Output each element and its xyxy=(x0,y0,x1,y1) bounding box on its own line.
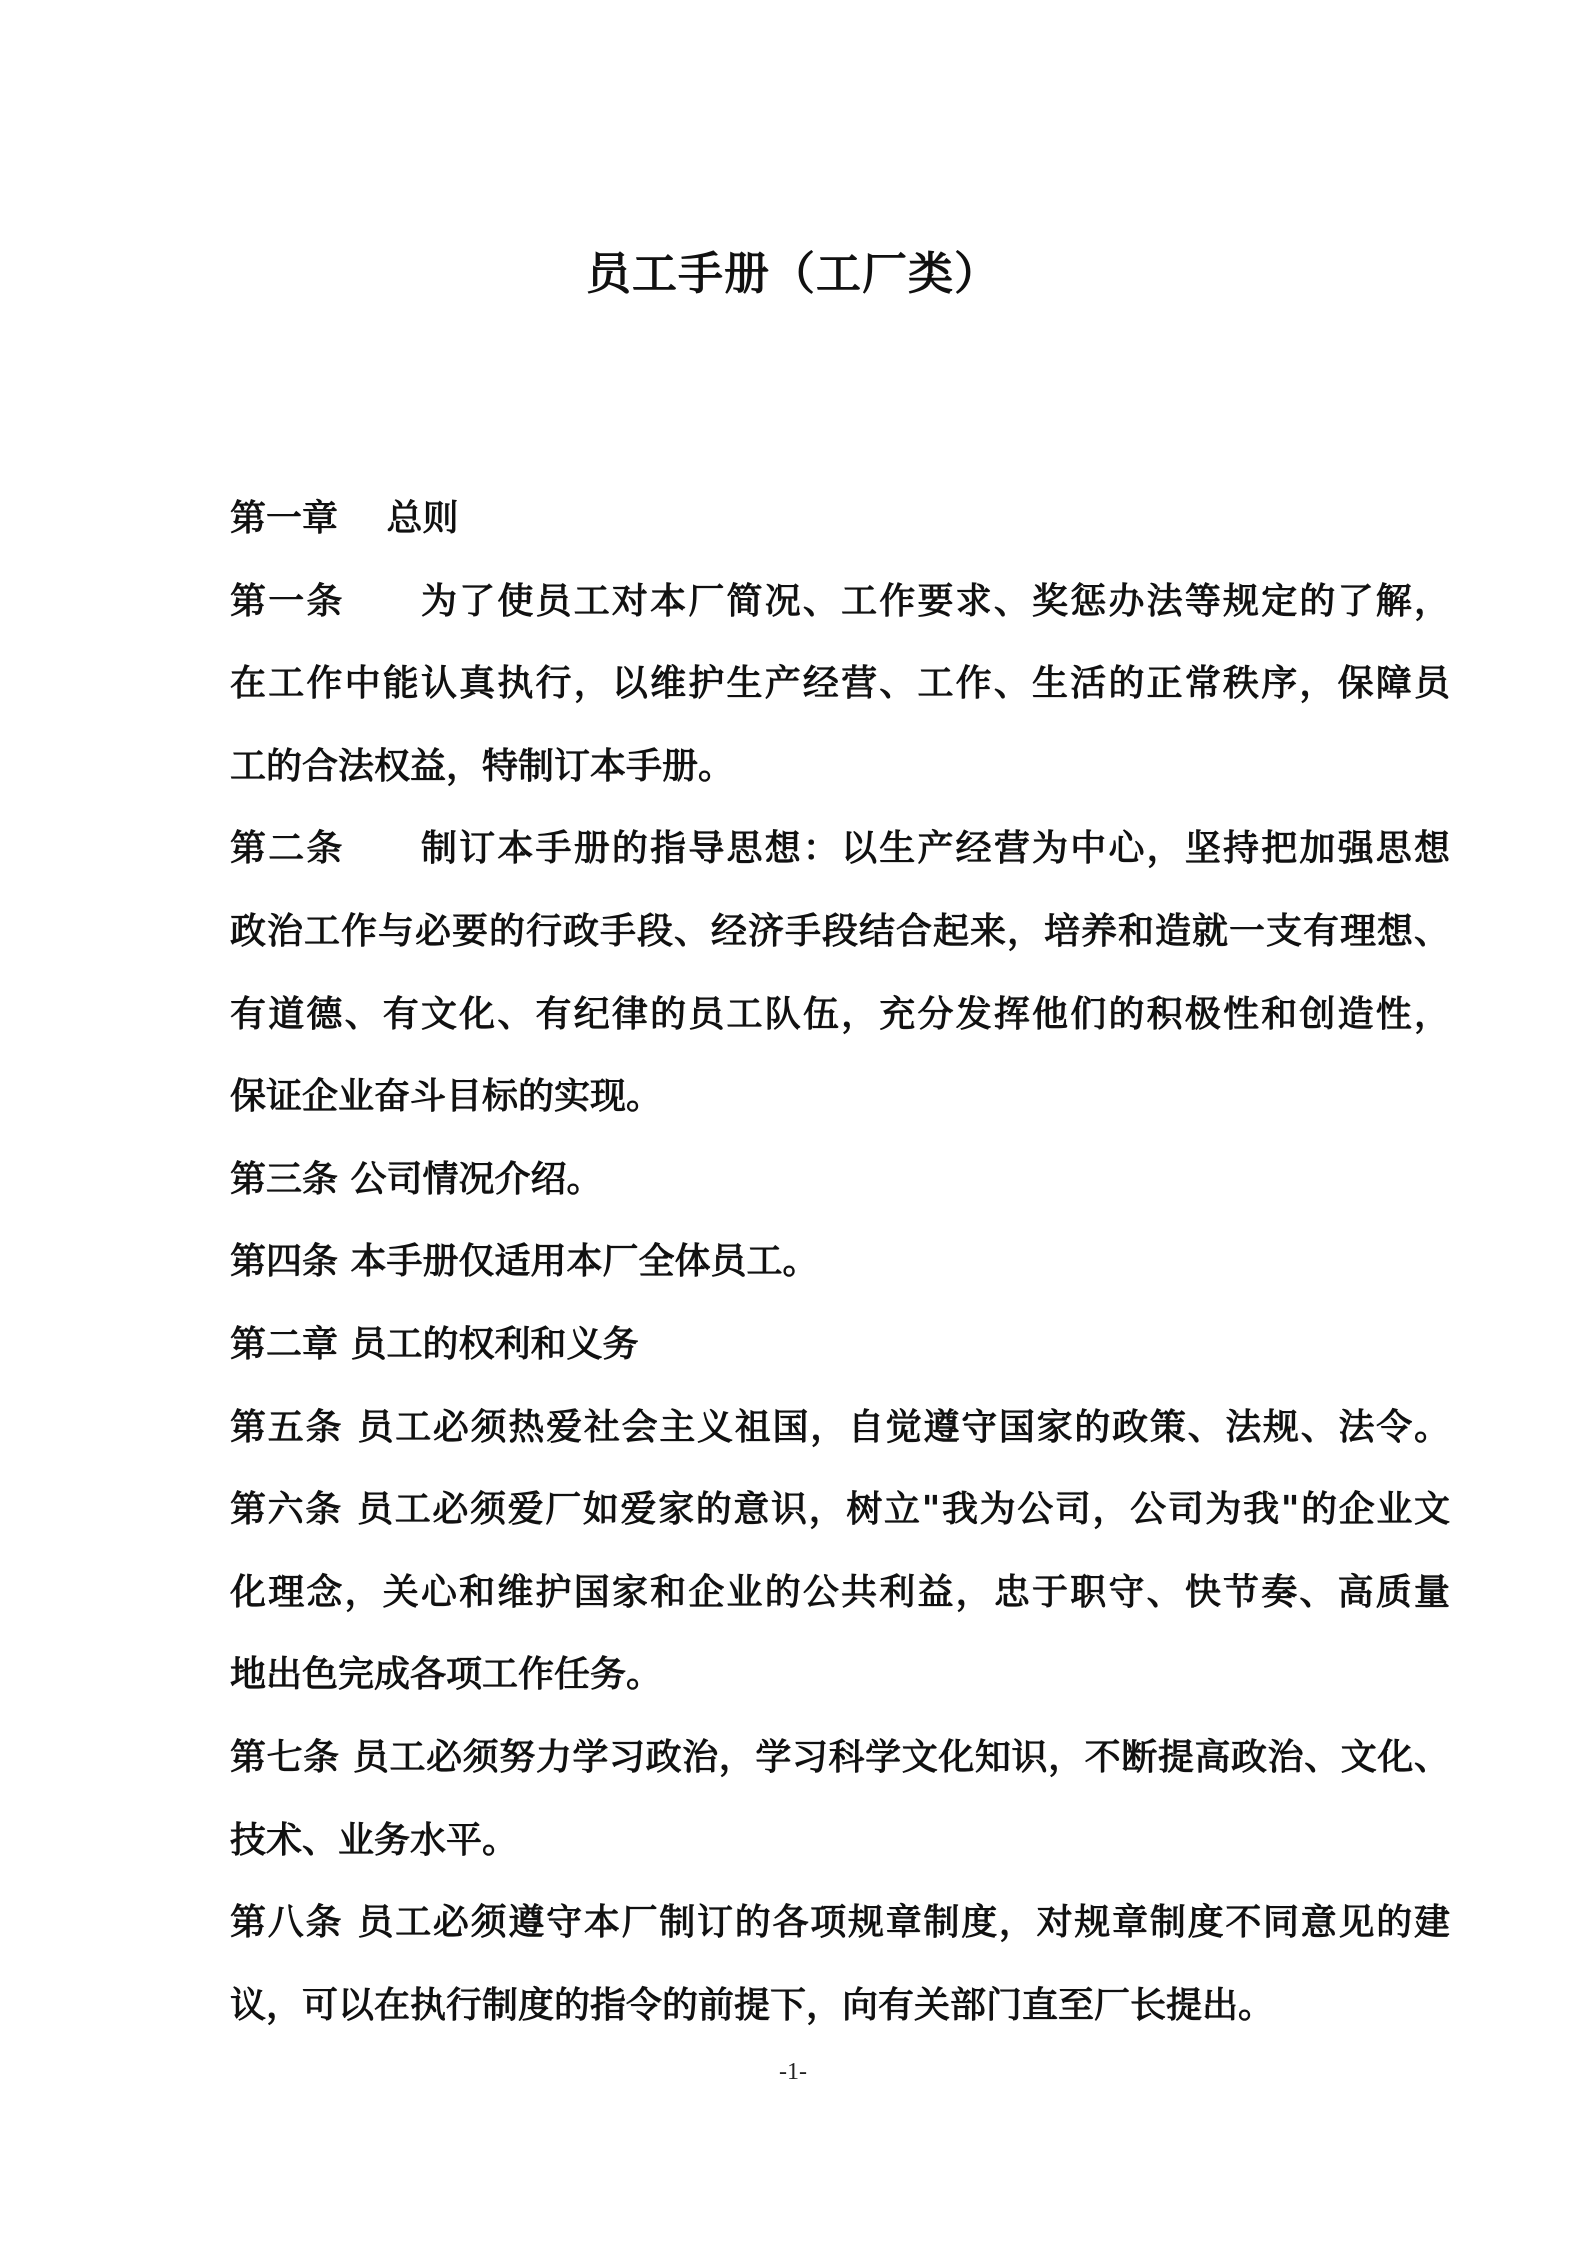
paragraph-line: 第三条 公司情况介绍。 xyxy=(230,1158,603,1200)
paragraph-line: 在工作中能认真执行，以维护生产经营、工作、生活的正常秩序，保障员 xyxy=(230,663,1450,705)
paragraph-line: 政治工作与必要的行政手段、经济手段结合起来，培养和造就一支有理想、 xyxy=(230,910,1450,952)
paragraph-line: 技术、业务水平。 xyxy=(230,1819,519,1861)
paragraph-line: 第四条 本手册仅适用本厂全体员工。 xyxy=(230,1241,819,1283)
paragraph-line: 议，可以在执行制度的指令的前提下，向有关部门直至厂长提出。 xyxy=(230,1984,1275,2026)
paragraph-line: 第八条 员工必须遵守本厂制订的各项规章制度，对规章制度不同意见的建 xyxy=(230,1902,1450,1944)
paragraph-line: 第一条 为了使员工对本厂简况、工作要求、奖惩办法等规定的了解， xyxy=(230,580,1450,622)
paragraph-line: 地出色完成各项工作任务。 xyxy=(230,1654,663,1696)
paragraph-line: 第七条 员工必须努力学习政治，学习科学文化知识，不断提高政治、文化、 xyxy=(230,1736,1450,1778)
paragraph-line: 化理念，关心和维护国家和企业的公共利益，忠于职守、快节奏、高质量 xyxy=(230,1571,1450,1613)
paragraph-line: 第二条 制订本手册的指导思想：以生产经营为中心，坚持把加强思想 xyxy=(230,828,1450,870)
document-title: 员工手册（工厂类） xyxy=(585,247,1000,300)
chapter-heading: 第二章 员工的权利和义务 xyxy=(230,1323,639,1365)
paragraph-line: 第六条 员工必须爱厂如爱家的意识，树立"我为公司，公司为我"的企业文 xyxy=(230,1489,1450,1531)
document-body xyxy=(230,478,1450,2047)
paragraph-line: 工的合法权益，特制订本手册。 xyxy=(230,745,735,787)
paragraph-line: 有道德、有文化、有纪律的员工队伍，充分发挥他们的积极性和创造性， xyxy=(230,993,1450,1035)
paragraph-line: 第五条 员工必须热爱社会主义祖国，自觉遵守国家的政策、法规、法令。 xyxy=(230,1406,1450,1448)
page-number: -1- xyxy=(779,2059,807,2085)
chapter-heading: 第一章 总则 xyxy=(230,498,459,539)
paragraph-line: 保证企业奋斗目标的实现。 xyxy=(230,1076,663,1118)
